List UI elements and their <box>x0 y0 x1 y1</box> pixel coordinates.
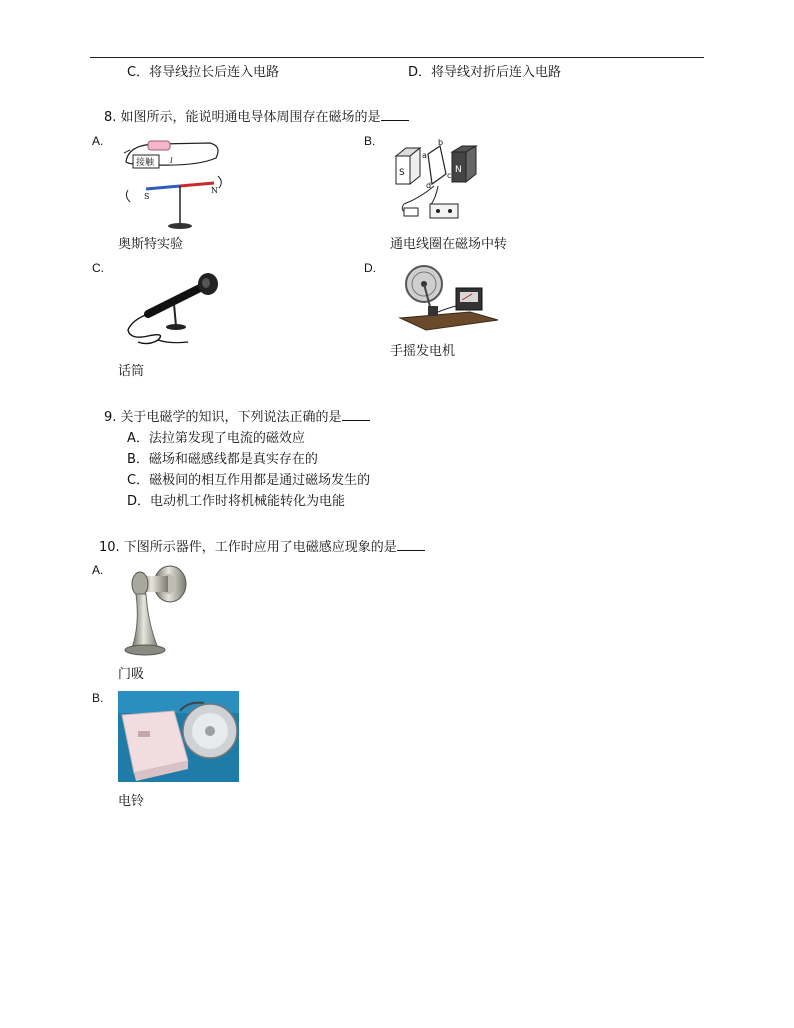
door-stopper-figure <box>118 564 194 658</box>
q9-option-c[interactable]: C．磁极间的相互作用都是通过磁场发生的 <box>127 473 371 488</box>
oersted-experiment-figure <box>118 138 230 232</box>
q8-option-b-letter: B. <box>364 134 376 148</box>
option-c-prev: C．将导线拉长后连入电路 <box>127 65 280 80</box>
question-8-stem: 8. 如图所示，能说明通电导体周围存在磁场的是 <box>104 108 409 126</box>
coil-a-label: a <box>422 151 427 160</box>
answer-blank[interactable] <box>397 538 425 551</box>
coil-in-field-figure <box>390 138 482 228</box>
q8-option-d-caption: 手摇发电机 <box>390 344 456 359</box>
q8-option-a-caption: 奥斯特实验 <box>118 237 184 252</box>
question-9-stem: 9. 关于电磁学的知识，下列说法正确的是 <box>104 408 370 426</box>
q8-option-b-caption: 通电线圈在磁场中转 <box>390 237 508 252</box>
current-label: I <box>170 157 173 165</box>
coil-c-label: c <box>447 171 452 180</box>
question-10-stem: 10. 下图所示器件，工作时应用了电磁感应现象的是 <box>99 538 425 556</box>
answer-blank[interactable] <box>342 408 370 421</box>
coil-b-label: b <box>438 138 444 147</box>
hand-generator-figure <box>396 262 500 334</box>
n-magnet-label: N <box>455 165 462 175</box>
answer-blank[interactable] <box>381 108 409 121</box>
q10-option-b-caption: 电铃 <box>118 794 145 809</box>
coil-d-label: d <box>426 181 432 190</box>
q8-option-a-letter: A. <box>92 134 104 148</box>
q8-option-c-letter: C. <box>92 261 104 275</box>
q10-option-a-caption: 门吸 <box>118 667 145 682</box>
q8-option-c-caption: 话筒 <box>118 364 145 379</box>
electric-bell-figure <box>118 691 239 782</box>
contact-label: 接触 <box>136 158 155 168</box>
s-pole-label: S <box>144 192 150 201</box>
microphone-figure <box>118 270 224 350</box>
q9-option-a[interactable]: A．法拉第发现了电流的磁效应 <box>127 431 305 446</box>
q8-option-d-letter: D. <box>364 261 376 275</box>
q10-option-b-letter: B. <box>92 691 104 705</box>
q9-option-b[interactable]: B．磁场和磁感线都是真实存在的 <box>127 452 318 467</box>
q9-option-d[interactable]: D．电动机工作时将机械能转化为电能 <box>127 494 346 509</box>
n-pole-label: N <box>211 186 218 195</box>
s-magnet-label: S <box>399 168 405 178</box>
q10-option-a-letter: A. <box>92 563 104 577</box>
option-d-prev: D．将导线对折后连入电路 <box>408 65 562 80</box>
header-rule <box>90 57 704 58</box>
